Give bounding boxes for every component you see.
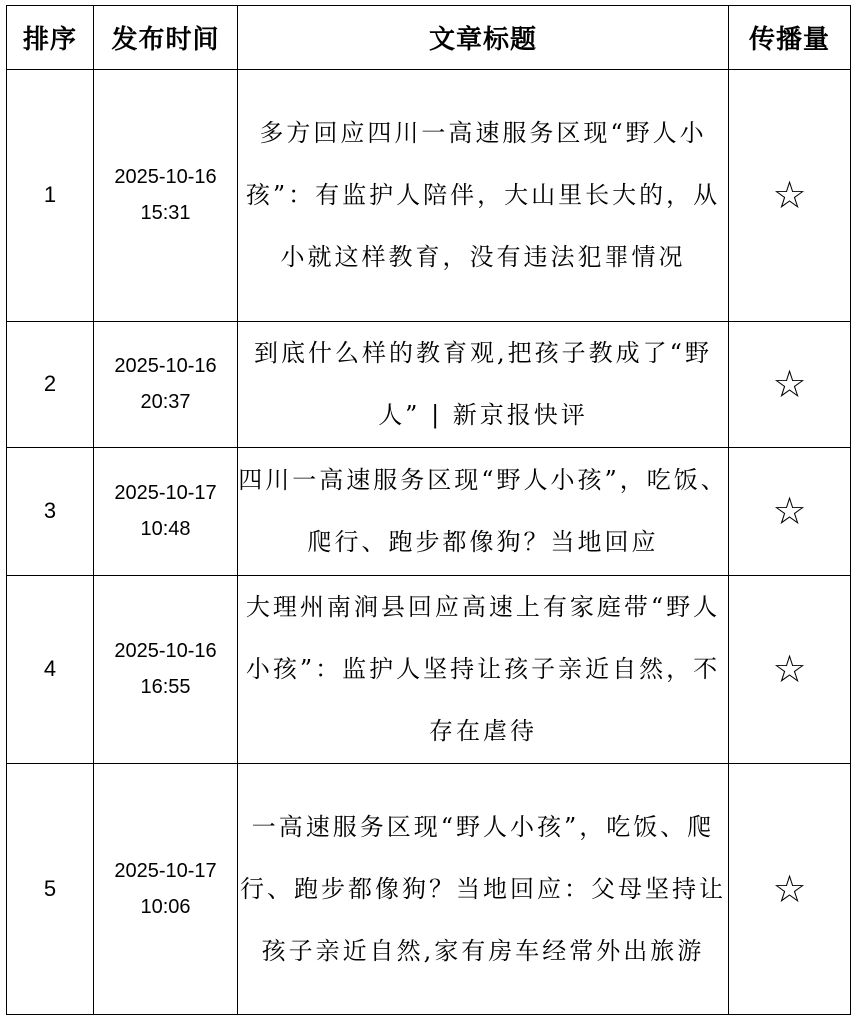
- star-outline-icon: ☆: [729, 70, 851, 322]
- publish-time-cell: [94, 447, 238, 575]
- star-outline-icon: ☆: [729, 575, 851, 763]
- article-title: 四川一高速服务区现“野人小孩”，吃饭、爬行、跑步都像狗？当地回应: [238, 447, 729, 575]
- article-title: 一高速服务区现“野人小孩”，吃饭、爬行、跑步都像狗？当地回应：父母坚持让孩子亲近自然,家有房车经常外出旅游: [238, 764, 729, 1015]
- table-row: [7, 575, 851, 763]
- rank-cell: 3: [7, 447, 94, 575]
- publish-clock: 15:31: [140, 202, 191, 225]
- header-publish-time: 发布时间: [94, 6, 238, 70]
- header-rank: 排序: [7, 6, 94, 70]
- article-title: 到底什么样的教育观,把孩子教成了“野人” | 新京报快评: [238, 321, 729, 447]
- table-row: [7, 447, 851, 575]
- header-reach: 传播量: [729, 6, 851, 70]
- rank-cell: 1: [7, 70, 94, 322]
- star-outline-icon: ☆: [729, 764, 851, 1015]
- publish-clock: 10:06: [140, 896, 191, 919]
- publish-date: 2025-10-17: [114, 482, 217, 505]
- publish-clock: 20:37: [140, 391, 191, 414]
- publish-time-cell: [94, 764, 238, 1015]
- publish-time-cell: [94, 70, 238, 322]
- publish-date: 2025-10-16: [114, 166, 217, 189]
- publish-date: 2025-10-17: [114, 860, 217, 883]
- star-outline-icon: ☆: [729, 321, 851, 447]
- publish-date: 2025-10-16: [114, 640, 217, 663]
- article-title: 多方回应四川一高速服务区现“野人小孩”：有监护人陪伴，大山里长大的，从小就这样教育，没有违法犯罪情况: [238, 70, 729, 322]
- publish-date: 2025-10-16: [114, 355, 217, 378]
- star-outline-icon: ☆: [729, 447, 851, 575]
- article-ranking-table: [6, 5, 851, 1015]
- table-row: [7, 764, 851, 1015]
- article-title: 大理州南涧县回应高速上有家庭带“野人小孩”：监护人坚持让孩子亲近自然，不存在虐待: [238, 575, 729, 763]
- publish-time-cell: [94, 575, 238, 763]
- header-row: [7, 6, 851, 70]
- publish-clock: 10:48: [140, 518, 191, 541]
- publish-clock: 16:55: [140, 676, 191, 699]
- rank-cell: 2: [7, 321, 94, 447]
- table-row: [7, 70, 851, 322]
- rank-cell: 5: [7, 764, 94, 1015]
- publish-time-cell: [94, 321, 238, 447]
- table-row: [7, 321, 851, 447]
- rank-cell: 4: [7, 575, 94, 763]
- header-article-title: 文章标题: [238, 6, 729, 70]
